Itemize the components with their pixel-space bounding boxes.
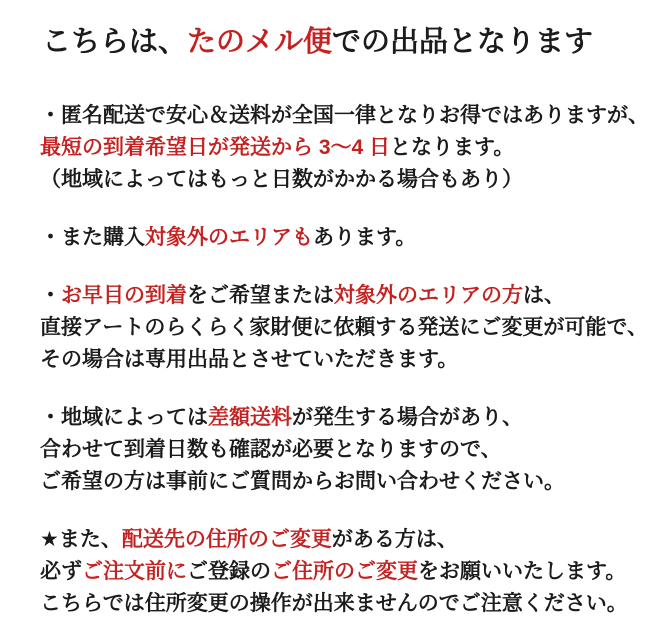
text-segment: 対象外のエリアも — [145, 226, 313, 249]
text-segment: あります。 — [313, 226, 417, 249]
text-line — [40, 344, 650, 376]
text-segment: （地域によってはもっと日数がかかる場合もあり） — [40, 168, 523, 191]
text-segment: 対象外のエリアの方 — [334, 284, 523, 307]
text-segment: 直接アートのらくらく家財便に依頼する発送にご変更が可能で、 — [40, 316, 648, 339]
text-segment: が発生する場合があり、 — [292, 406, 523, 429]
text-segment: ・匿名配送で安心＆送料が全国一律となりお得ではありますが、 — [40, 104, 649, 127]
text-line — [40, 164, 650, 196]
paragraph — [40, 280, 650, 376]
text-line — [40, 434, 650, 466]
text-segment: お早目の到着 — [61, 284, 187, 307]
text-segment: での出品となります — [332, 26, 594, 58]
text-segment: ご注文前に — [82, 560, 187, 583]
text-segment: その場合は専用出品とさせていただきます。 — [40, 348, 459, 371]
text-segment: となります。 — [390, 136, 515, 159]
text-segment: たのメル便 — [187, 26, 333, 58]
text-segment: こちらは、 — [42, 26, 188, 58]
text-line — [40, 402, 650, 434]
text-segment: ご登録の — [187, 560, 271, 583]
text-line — [40, 100, 650, 132]
text-segment: 配送先の住所のご変更 — [121, 528, 332, 551]
text-segment: 差額送料 — [208, 406, 292, 429]
text-segment: をご希望または — [187, 284, 334, 307]
text-segment: ご住所のご変更 — [271, 560, 418, 583]
text-line — [40, 280, 650, 312]
text-line — [40, 588, 650, 620]
text-segment: をお願いいたします。 — [418, 560, 627, 583]
text-line — [40, 312, 650, 344]
text-segment: ご希望の方は事前にご質問からお問い合わせください。 — [40, 470, 565, 493]
paragraph — [40, 222, 650, 254]
paragraph — [40, 100, 650, 196]
text-line — [40, 222, 650, 254]
paragraph — [40, 524, 650, 620]
text-segment: こちらでは住所変更の操作が出来ませんのでご注意ください。 — [40, 592, 628, 615]
text-segment: は、 — [523, 284, 565, 307]
text-line — [40, 466, 650, 498]
text-segment: 必ず — [40, 560, 82, 583]
text-line — [40, 524, 650, 556]
text-segment: 合わせて到着日数も確認が必要となりますので、 — [40, 438, 502, 461]
text-line — [40, 556, 650, 588]
notice-body — [40, 100, 650, 620]
text-segment: ・地域によっては — [40, 406, 208, 429]
text-segment: ★また、 — [40, 528, 122, 551]
text-line — [40, 132, 650, 164]
text-segment: ・ — [40, 284, 61, 307]
text-segment: ・また購入 — [40, 226, 145, 249]
text-segment: 最短の到着希望日が発送から 3～4 日 — [40, 136, 391, 159]
paragraph — [40, 402, 650, 498]
text-segment: がある方は、 — [331, 528, 458, 551]
page-title — [42, 24, 650, 60]
